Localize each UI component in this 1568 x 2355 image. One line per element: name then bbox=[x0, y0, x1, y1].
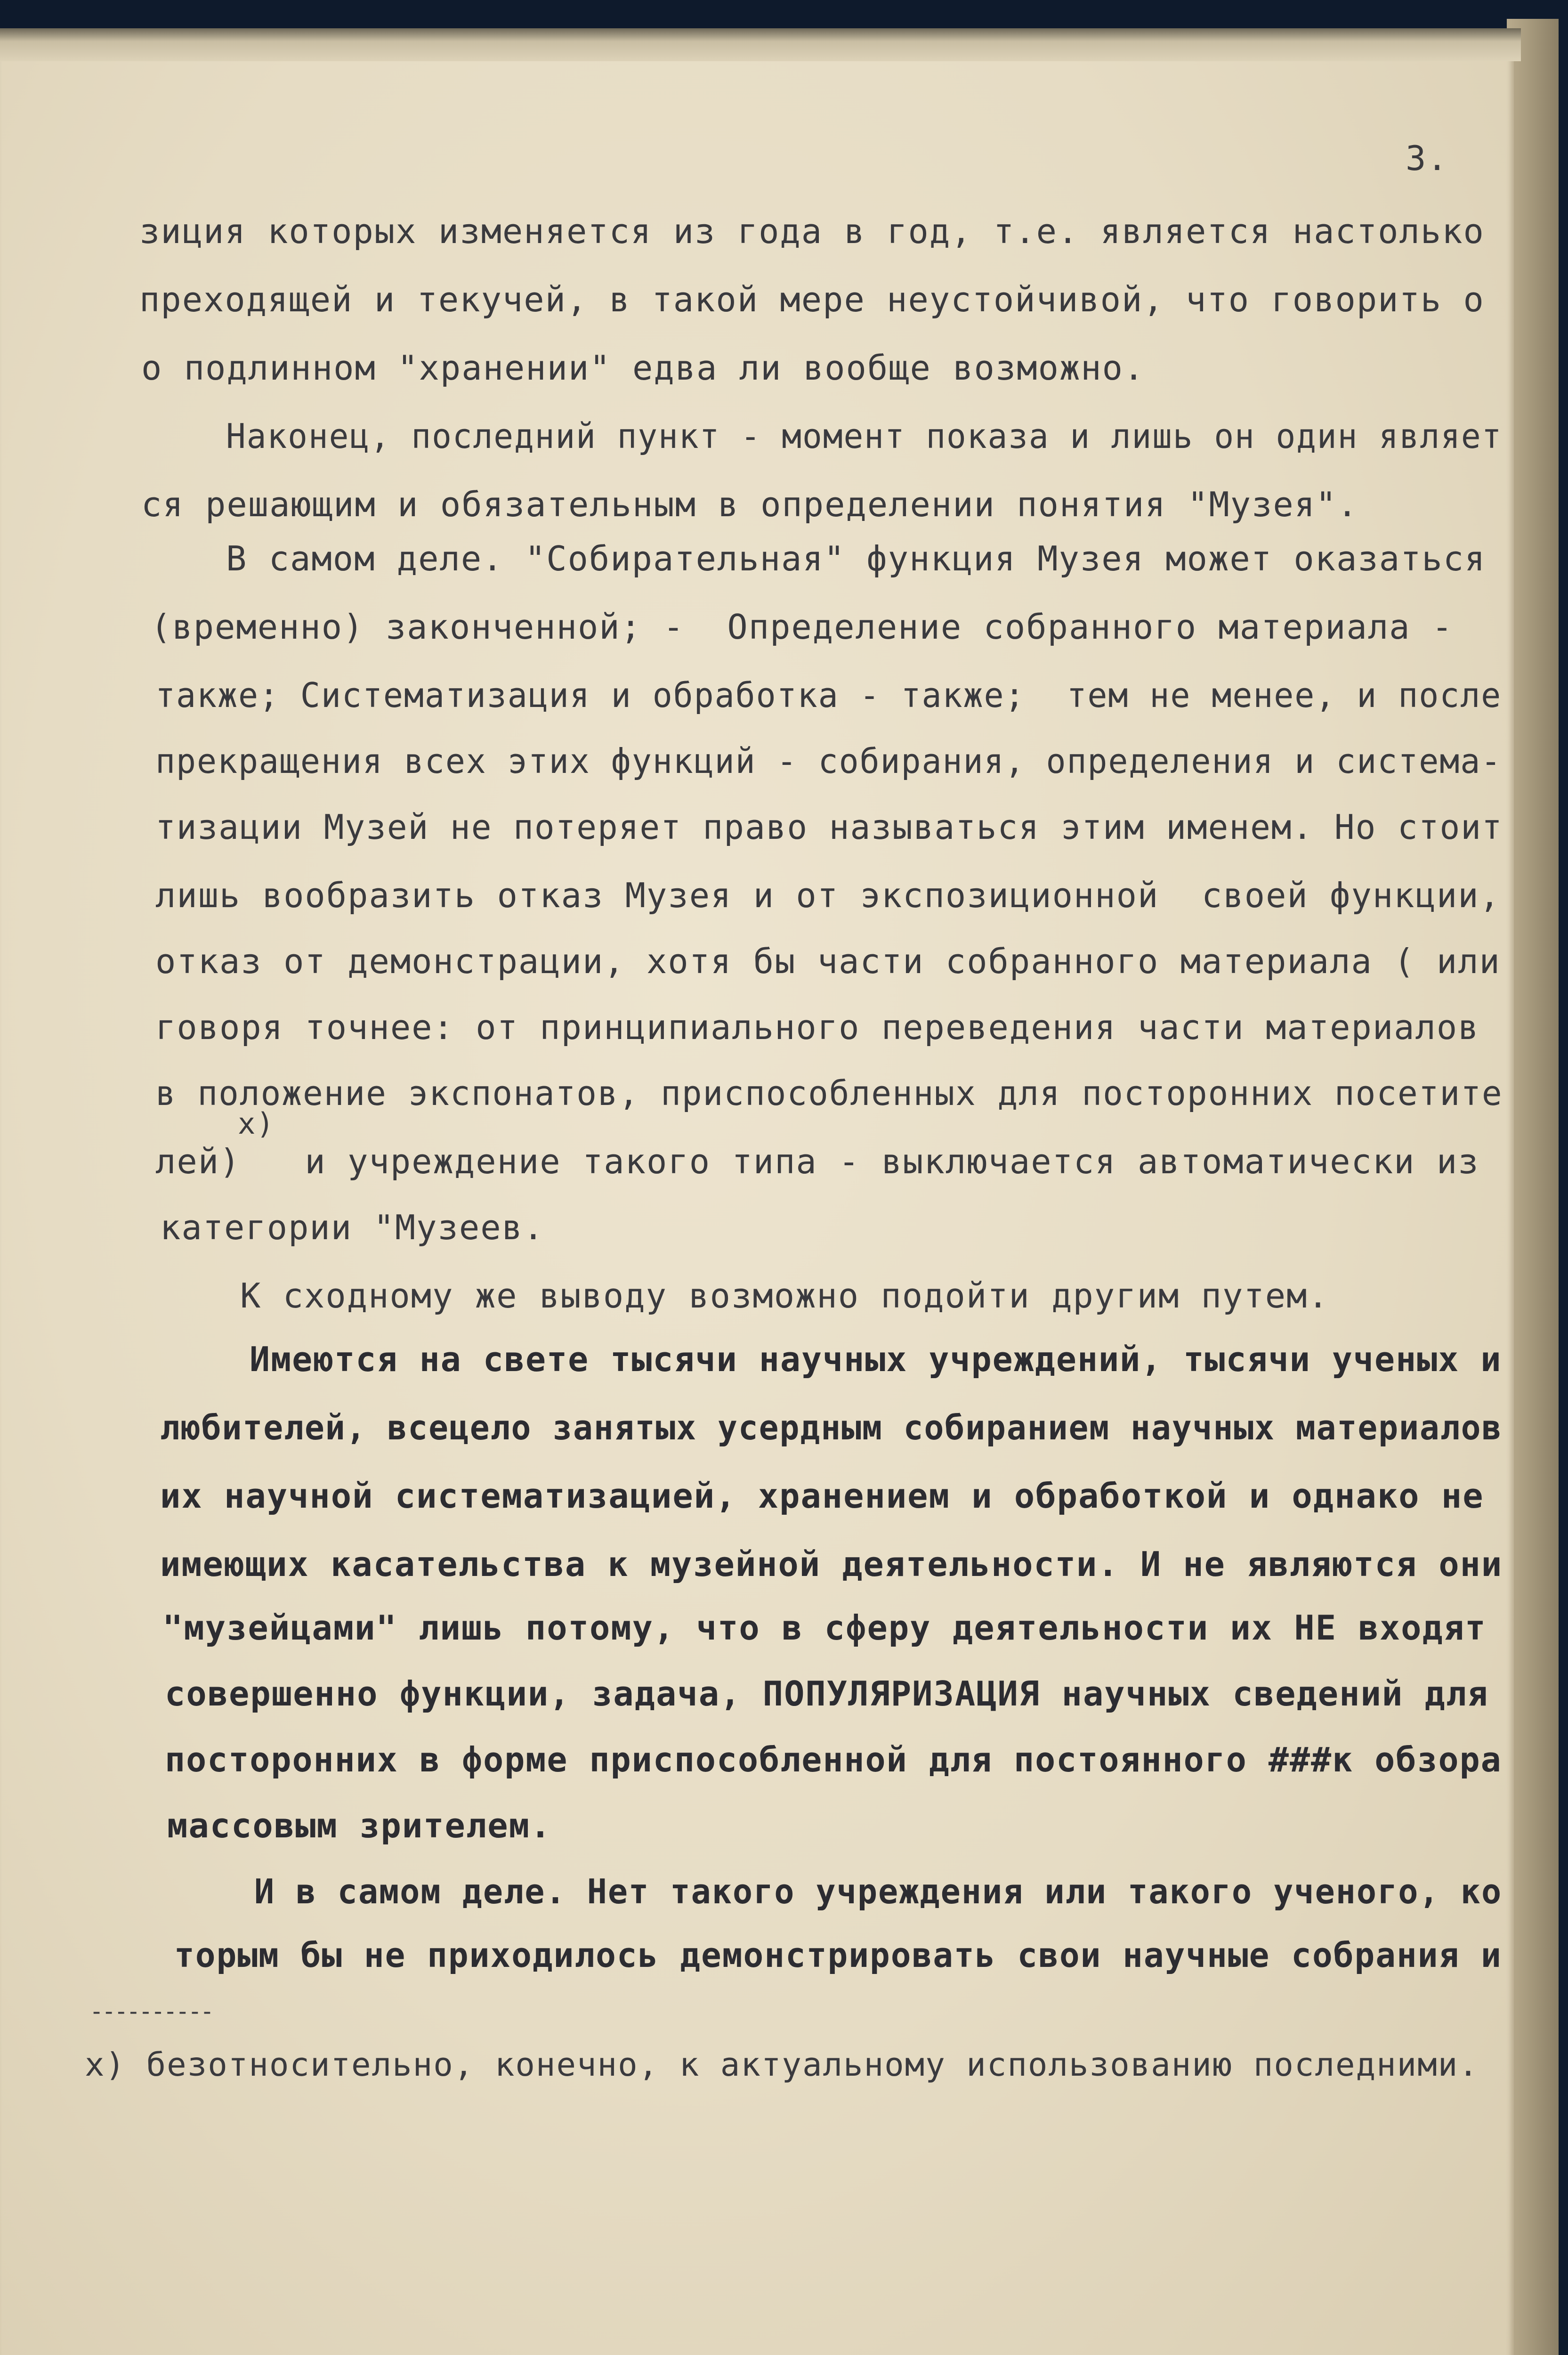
text-line: И в самом деле. Нет такого учреждения или такого ученого, ко bbox=[254, 1872, 1503, 1911]
footnote-text: х) безотносительно, конечно, к актуальному использованию последними. bbox=[85, 2046, 1479, 2084]
text-line: посторонних в форме приспособленной для постоянного ###к обзора bbox=[165, 1740, 1502, 1779]
footnote-marker: х) bbox=[238, 1106, 275, 1141]
text-line: их научной систематизацией, хранением и обработкой и однако не bbox=[160, 1476, 1484, 1516]
text-line: также; Систематизация и обработка - также; тем не менее, и после bbox=[155, 675, 1502, 715]
page-edge bbox=[1507, 19, 1559, 2355]
text-line: говоря точнее: от принципиального переведения части материалов bbox=[155, 1007, 1479, 1047]
text-line: лей) и учреждение такого типа - выключается автоматически из bbox=[155, 1142, 1479, 1181]
text-line: совершенно функции, задача, ПОПУЛЯРИЗАЦИЯ научных сведений для bbox=[165, 1674, 1489, 1713]
text-line: "музейцами" лишь потому, что в сферу деятельности их НЕ входят bbox=[162, 1608, 1487, 1648]
text-line: Имеются на свете тысячи научных учреждений, тысячи ученых и bbox=[250, 1340, 1502, 1379]
text-line: любителей, всецело занятых усердным собиранием научных материалов bbox=[160, 1408, 1503, 1447]
footnote-rule: ---------- bbox=[89, 1998, 213, 2025]
text-line: о подлинном "хранении" едва ли вообще возможно. bbox=[141, 348, 1145, 388]
text-line: имеющих касательства к музейной деятельности. И не являются они bbox=[160, 1544, 1503, 1584]
text-line: В самом деле. "Собирательная" функция Музея может оказаться bbox=[226, 539, 1486, 578]
page-top-edge bbox=[0, 28, 1521, 61]
text-line: прекращения всех этих функций - собирания, определения и система- bbox=[155, 741, 1502, 781]
page-number: 3. bbox=[1406, 138, 1448, 178]
text-line: К сходному же выводу возможно подойти другим путем. bbox=[240, 1276, 1329, 1316]
text-line: преходящей и текучей, в такой мере неустойчивой, что говорить о bbox=[139, 280, 1485, 319]
text-line: в положение экспонатов, приспособленных для посторонних посетите bbox=[155, 1073, 1503, 1113]
text-line: Наконец, последний пункт - момент показа и лишь он один являет bbox=[226, 416, 1503, 456]
text-line: ся решающим и обязательным в определении понятия "Музея". bbox=[141, 485, 1358, 524]
text-line: массовым зрителем. bbox=[167, 1806, 552, 1845]
text-line: зиция которых изменяется из года в год, т.е. является настолько bbox=[139, 211, 1485, 251]
text-line: (временно) законченной; - Определение собранного материала - bbox=[151, 607, 1454, 647]
text-line: тизации Музей не потеряет право называться этим именем. Но стоит bbox=[155, 807, 1503, 847]
text-line: торым бы не приходилось демонстрировать свои научные собрания и bbox=[174, 1935, 1502, 1975]
text-line: лишь вообразить отказ Музея и от экспозиционной своей функции, bbox=[155, 876, 1501, 915]
text-line: отказ от демонстрации, хотя бы части собранного материала ( или bbox=[155, 942, 1501, 981]
text-line: категории "Музеев. bbox=[160, 1208, 545, 1247]
